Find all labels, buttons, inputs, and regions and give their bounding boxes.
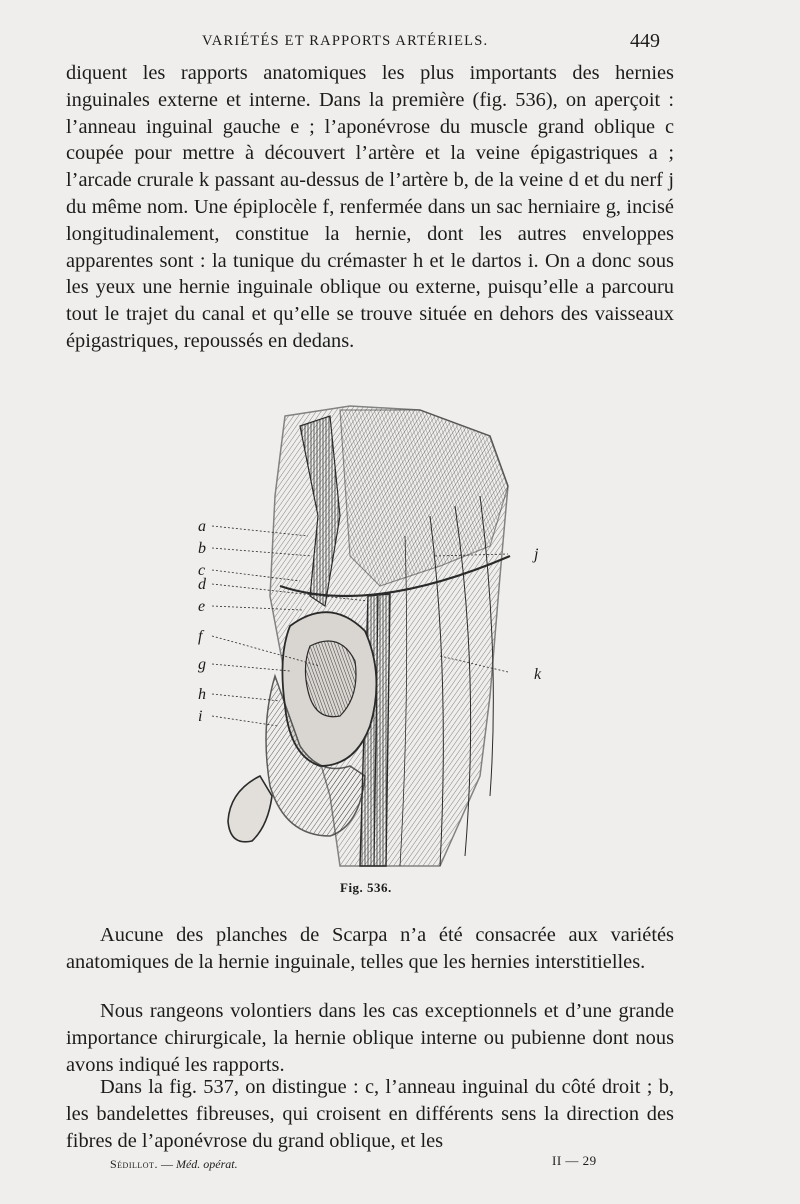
footer-author: Sédillot. (110, 1157, 158, 1171)
signature-mark: II — 29 (552, 1153, 597, 1168)
footer-imprint (110, 1157, 238, 1172)
figure-caption: Fig. 536. (340, 880, 392, 895)
label-f: f (198, 628, 203, 645)
anatomical-illustration-inguinal-hernia (190, 396, 580, 874)
label-c: c (198, 562, 206, 579)
label-d: d (198, 576, 206, 593)
page-number: 449 (630, 30, 660, 52)
label-b: b (198, 540, 206, 557)
paragraph-scarpa: Aucune des planches de Scarpa n’a été consacrée aux variétés anatomiques de la hernie inguinale, telles que les hernies interstitielles. (66, 924, 674, 973)
paragraph-exceptional-cases: Nous rangeons volontiers dans les cas exceptionnels et d’une grande importance chirurgicale, la hernie oblique interne ou pubienne dont nous avons indiqué les rapports. (66, 1000, 674, 1076)
label-i: i (198, 708, 203, 725)
paragraph-figure-537: Dans la fig. 537, on distingue : c, l’anneau inguinal du côté droit ; b, les bandelettes fibreuses, qui croisent en différents sens la direction des fibres de l’aponévrose du grand oblique, et les (66, 1076, 674, 1152)
penis (228, 776, 272, 842)
label-j: j (534, 546, 539, 563)
label-a: a (198, 518, 206, 535)
running-head (66, 30, 660, 56)
label-g: g (198, 656, 206, 673)
omentum-epiplocele (305, 641, 356, 717)
label-h: h (198, 686, 206, 703)
footer-separator: — (157, 1157, 176, 1171)
paragraph-figure-536-description: diquent les rapports anatomiques les plus importants des hernies inguinales externe et interne. Dans la première (fig. 536), on aperçoit : l’anneau inguinal gauche e ; l’aponévrose du muscle grand oblique c coupée pour mettre à découvert l’artère et la veine épigastriques a ; l’arcade crurale k passant au-dessus de l’artère b, de la veine d et du nerf j du même nom. Une épiplocèle f, renfermée dans un sac herniaire g, incisé longitudinalement, constitue la hernie, dont les autres enveloppes apparentes sont : la tunique du crémaster h et le dartos i. On a donc sous les yeux une hernie inguinale oblique ou externe, puisqu’elle a parcouru tout le trajet du canal et qu’elle se trouve située en dehors des vaisseaux épigastriques, repoussés en dedans. (66, 62, 674, 352)
label-k: k (534, 666, 542, 683)
label-e: e (198, 598, 206, 615)
footer-work: Méd. opérat. (175, 1157, 238, 1171)
hernia-engraving (190, 396, 580, 874)
running-title: VARIÉTÉS ET RAPPORTS ARTÉRIELS. (202, 33, 489, 49)
